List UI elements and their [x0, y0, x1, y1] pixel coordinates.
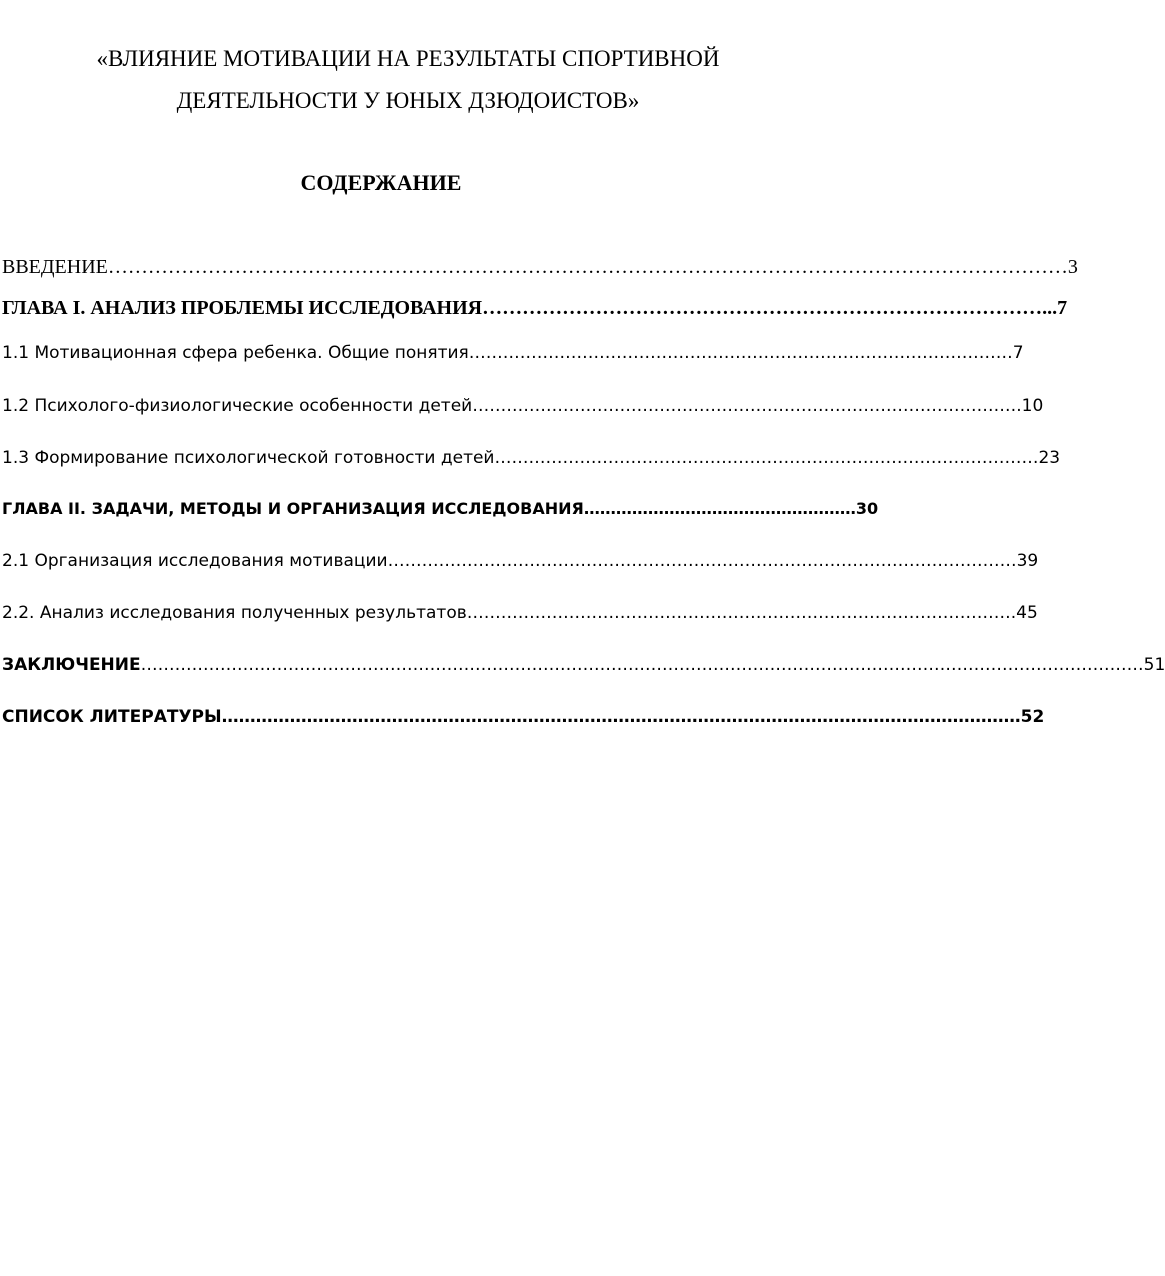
toc-leader-dots: ……………………………………………	[583, 499, 856, 518]
toc-entry-conclusion	[2, 655, 1165, 675]
toc-entry-label: СПИСОК ЛИТЕРАТУРЫ	[2, 707, 222, 727]
toc-entry-2-2	[2, 603, 1038, 623]
toc-entry-page: ...7	[1042, 297, 1068, 319]
toc-entry-label: ГЛАВА II. ЗАДАЧИ, МЕТОДЫ И ОРГАНИЗАЦИЯ ИССЛЕДОВАНИЯ	[2, 499, 584, 518]
toc-entry-chapter-2	[2, 499, 879, 518]
toc-leader-dots: ……………………………………………………………………………………………………………………………	[221, 707, 1021, 727]
toc-entry-page: 51	[1143, 655, 1165, 675]
toc-heading: СОДЕРЖАНИЕ	[300, 170, 462, 195]
toc-leader-dots: ……………………………………………………………………………………	[468, 343, 1013, 363]
toc-entry-page: 30	[855, 499, 879, 518]
toc-leader-dots: …………………………………………………………………………………….	[472, 396, 1022, 416]
toc-entry-label: ЗАКЛЮЧЕНИЕ	[2, 655, 141, 675]
title-line-2: ДЕЯТЕЛЬНОСТИ У ЮНЫХ ДЗЮДОИСТОВ»	[176, 88, 640, 113]
toc-entry-page: 39	[1016, 551, 1039, 571]
toc-entry-label: ГЛАВА I. АНАЛИЗ ПРОБЛЕМЫ ИССЛЕДОВАНИЯ	[2, 297, 483, 319]
toc-leader-dots: …………………………………………………………………………	[482, 297, 1043, 319]
toc-entry-label: 1.3 Формирование психологической готовности детей	[2, 448, 495, 468]
toc-entry-page: 45	[1016, 603, 1038, 623]
toc-entry-page: 7	[1012, 343, 1024, 363]
toc-entry-introduction	[2, 256, 1078, 279]
toc-entry-label: 2.2. Анализ исследования полученных результатов	[2, 603, 467, 623]
toc-entry-1-2	[2, 396, 1044, 416]
toc-leader-dots: …………………………………………………………………………………………………	[387, 551, 1017, 571]
title-line-1: «ВЛИЯНИЕ МОТИВАЦИИ НА РЕЗУЛЬТАТЫ СПОРТИВНОЙ	[96, 46, 720, 71]
toc-entry-page: 10	[1021, 396, 1044, 416]
toc-entry-2-1	[2, 551, 1039, 571]
toc-leader-dots: …………………………………………………………………………………….	[466, 603, 1017, 623]
toc-leader-dots: ……………………………………………………………………………………………………………………………………………………………	[140, 655, 1144, 675]
document-title	[0, 38, 816, 122]
toc-entry-1-1	[2, 343, 1024, 363]
toc-entry-label: 1.2 Психолого-физиологические особенности детей	[2, 396, 473, 416]
toc-entry-label: 1.1 Мотивационная сфера ребенка. Общие понятия	[2, 343, 469, 363]
toc-entry-page: 3	[1067, 256, 1078, 278]
toc-entry-references	[2, 707, 1045, 727]
toc-entry-label: 2.1 Организация исследования мотивации	[2, 551, 388, 571]
toc-entry-page: 23	[1038, 448, 1061, 468]
toc-entry-1-3	[2, 448, 1061, 468]
toc-leader-dots: ………………………………………………………………………………………………………………………………	[107, 256, 1068, 278]
toc-entry-chapter-1	[2, 297, 1068, 320]
toc-entry-page: 52	[1020, 707, 1045, 727]
toc-leader-dots: ……………………………………………………………………………………	[494, 448, 1039, 468]
toc-entry-label: ВВЕДЕНИЕ	[2, 256, 108, 278]
